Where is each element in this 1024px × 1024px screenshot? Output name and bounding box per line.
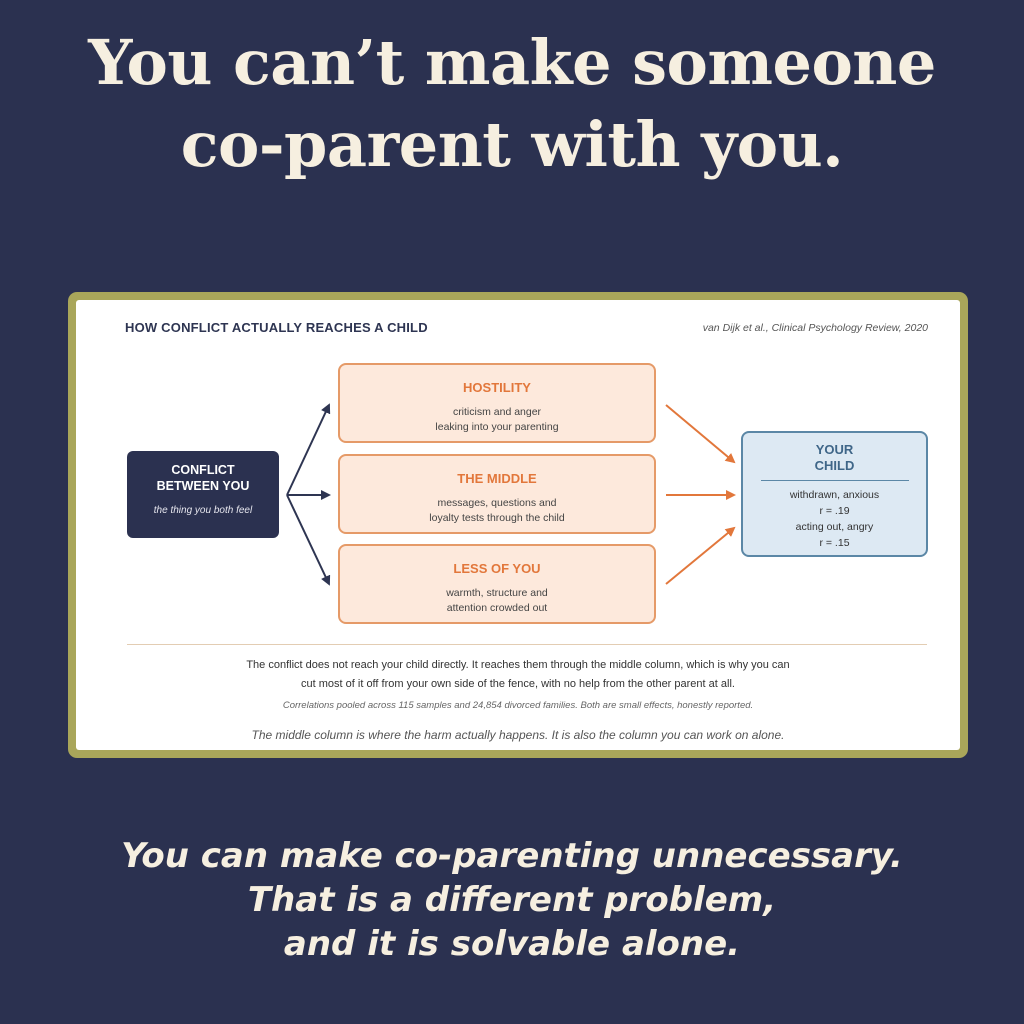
arrow-conflict-to-hostility — [287, 405, 329, 495]
pathway-less-of-you-title: LESS OF YOU — [453, 561, 541, 576]
conflict-box-subtitle: the thing you both feel — [153, 505, 253, 516]
pathway-less-of-you-box — [338, 544, 656, 624]
pathway-hostility-title: HOSTILITY — [463, 380, 531, 395]
explanation-text — [76, 656, 960, 694]
outcome-withdrawn-r: r = .19 — [819, 505, 850, 517]
child-outcomes — [743, 487, 926, 551]
conflict-box-title — [127, 462, 279, 494]
pathway-middle-box — [338, 454, 656, 534]
bottom-line-2: That is a different problem, — [247, 880, 777, 920]
conflict-box-line-2: BETWEEN YOU — [156, 479, 250, 493]
pathway-middle-line-2: loyalty tests through the child — [429, 512, 565, 524]
pathway-less-of-you-line-2: attention crowded out — [446, 602, 548, 614]
outcome-withdrawn: withdrawn, anxious — [789, 489, 880, 501]
child-box-line-2: CHILD — [814, 458, 855, 473]
pathway-less-of-you-description — [340, 586, 654, 616]
headline-line-1: You can’t make someone — [88, 26, 936, 99]
pathway-middle-title: THE MIDDLE — [457, 471, 537, 486]
diagram-citation: van Dijk et al., Clinical Psychology Review, 2020 — [702, 322, 928, 334]
footnote: Correlations pooled across 115 samples and 24,854 divorced families. Both are small effects, honestly reported. — [282, 700, 754, 711]
headline-line-2: co-parent with you. — [180, 108, 844, 181]
child-box-line-1: YOUR — [815, 442, 854, 457]
pathway-hostility-box — [338, 363, 656, 443]
conflict-box — [127, 451, 279, 538]
pathway-hostility-line-1: criticism and anger — [452, 406, 542, 418]
bottom-message — [0, 834, 1024, 966]
conflict-box-line-1: CONFLICT — [171, 463, 235, 477]
pathway-hostility-line-2: leaking into your parenting — [435, 421, 559, 433]
pathway-hostility-description — [340, 405, 654, 435]
bottom-line-1: You can make co-parenting unnecessary. — [121, 836, 903, 876]
outcome-acting-out: acting out, angry — [795, 521, 874, 533]
pathway-middle-description — [340, 496, 654, 526]
divider — [127, 644, 927, 645]
explanation-line-2: cut most of it off from your own side of the fence, with no help from the other parent at all. — [301, 678, 735, 690]
closing-note: The middle column is where the harm actually happens. It is also the column you can work on alone. — [251, 728, 785, 742]
arrow-hostility-to-child — [666, 405, 734, 462]
bottom-line-3: and it is solvable alone. — [283, 924, 741, 964]
child-box-rule — [761, 480, 909, 481]
diagram-card — [76, 300, 960, 750]
outcome-acting-out-r: r = .15 — [819, 537, 850, 549]
child-box — [741, 431, 928, 557]
arrow-conflict-to-less — [287, 495, 329, 584]
explanation-line-1: The conflict does not reach your child directly. It reaches them through the middle column, which is why you can — [246, 659, 790, 671]
headline — [0, 22, 1024, 186]
child-box-title — [743, 442, 926, 474]
diagram-title: HOW CONFLICT ACTUALLY REACHES A CHILD — [125, 320, 428, 335]
diagram-card-frame — [68, 292, 968, 758]
arrow-less-to-child — [666, 528, 734, 584]
pathway-less-of-you-line-1: warmth, structure and — [446, 587, 548, 599]
pathway-middle-line-1: messages, questions and — [437, 497, 557, 509]
